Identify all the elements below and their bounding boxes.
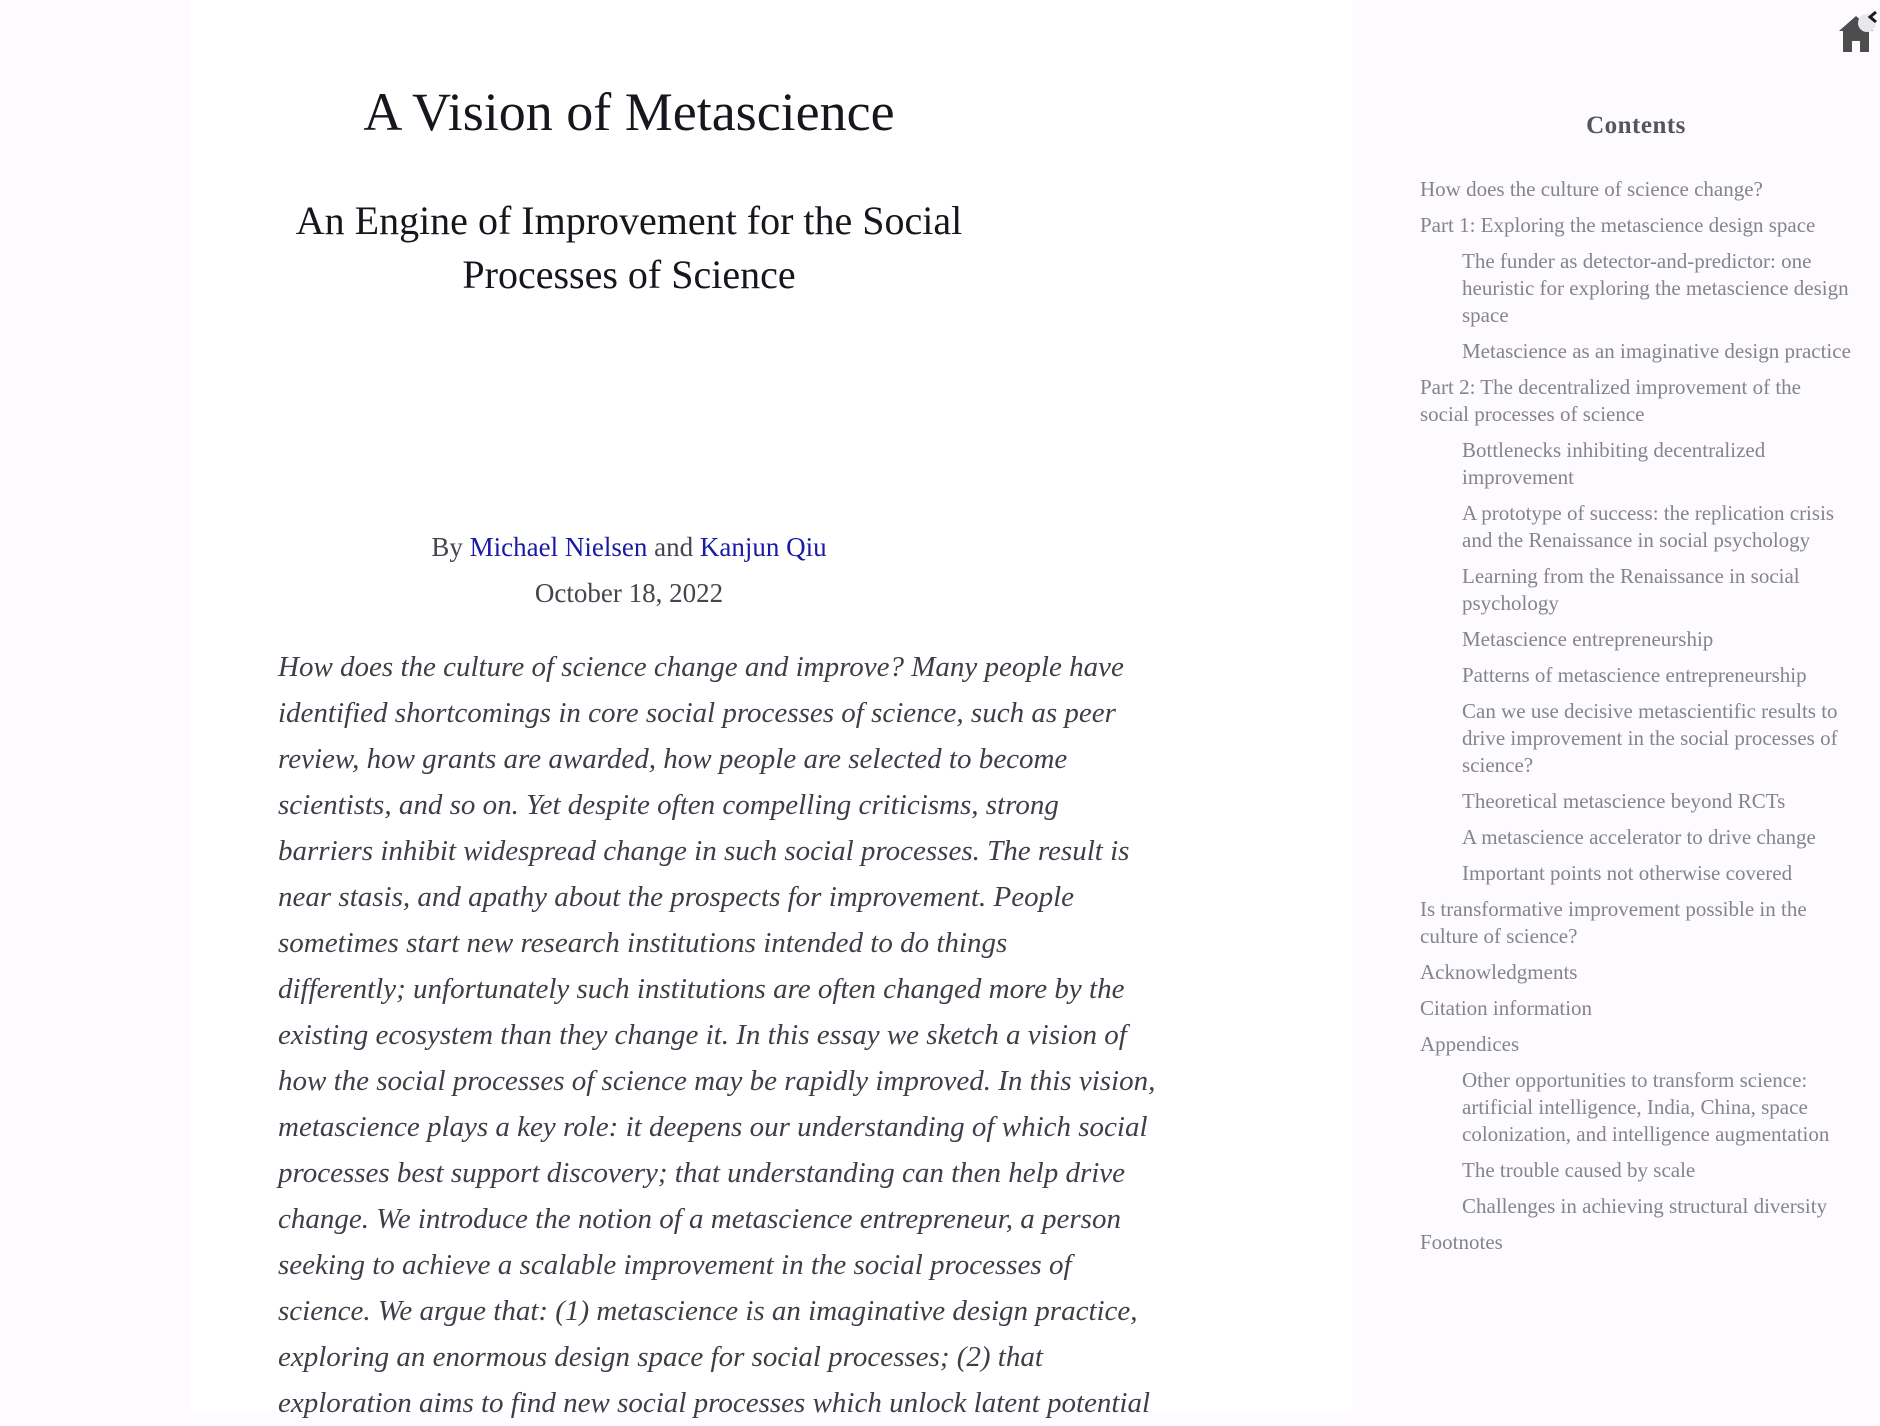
abstract-line: review, how grants are awarded, how people are selected to become [278,743,1068,775]
abstract-line: How does the culture of science change and improve? Many people have [278,651,1124,683]
abstract [248,644,1156,1426]
abstract-line: near stasis, and apathy about the prospects for improvement. People [278,881,1075,913]
toc-item[interactable]: The trouble caused by scale [1462,1158,1696,1182]
article [248,0,1156,1426]
abstract-line: seeking to achieve a scalable improvement in the social processes of [278,1249,1072,1281]
abstract-line: change. We introduce the notion of a metascience entrepreneur, a person [278,1203,1121,1235]
page-title: A Vision of Metascience [363,82,895,142]
toc-item[interactable]: Challenges in achieving structural diversity [1462,1194,1828,1218]
home-icon [1836,4,1878,56]
abstract-line: processes best support discovery; that understanding can then help drive [278,1157,1126,1189]
author-link-kanjun-qiu[interactable]: Kanjun Qiu [699,532,827,562]
toc-item[interactable]: Footnotes [1420,1230,1503,1254]
byline-prefix: By [431,532,463,562]
abstract-line: barriers inhibit widespread change in such social processes. The result is [278,835,1130,867]
subtitle-line: Processes of Science [462,252,796,297]
toc-item[interactable]: Learning from the Renaissance in social psychology [1462,564,1800,615]
toc-item[interactable]: Appendices [1420,1032,1520,1056]
abstract-line: science. We argue that: (1) metascience is an imaginative design practice, [278,1295,1138,1327]
abstract-line: exploration aims to find new social processes which unlock latent potential [278,1387,1151,1419]
toc-item[interactable]: The funder as detector-and-predictor: one heuristic for exploring the metascience design space [1462,249,1849,327]
home-button[interactable] [1836,4,1878,56]
page-subtitle [248,194,1010,302]
toc-item[interactable]: Acknowledgments [1420,960,1578,984]
abstract-line: identified shortcomings in core social processes of science, such as peer [278,697,1116,729]
toc-item[interactable]: Bottlenecks inhibiting decentralized improvement [1462,438,1766,489]
toc-item[interactable]: Patterns of metascience entrepreneurship [1462,663,1807,687]
toc-item[interactable]: Metascience entrepreneurship [1462,627,1714,651]
table-of-contents [1420,112,1852,1265]
toc-item[interactable]: Metascience as an imaginative design practice [1462,339,1851,363]
abstract-line: differently; unfortunately such institutions are often changed more by the [278,973,1125,1005]
subtitle-line: An Engine of Improvement for the Social [295,198,963,243]
byline-conjunction: and [654,532,694,562]
toc-item[interactable]: Part 1: Exploring the metascience design space [1420,213,1816,237]
abstract-line: how the social processes of science may be rapidly improved. In this vision, [278,1065,1156,1097]
toc-item[interactable]: Important points not otherwise covered [1462,861,1793,885]
abstract-line: exploring an enormous design space for social processes; (2) that [278,1341,1043,1373]
byline [248,530,1010,564]
abstract-line: scientists, and so on. Yet despite often compelling criticisms, strong [278,789,1059,821]
abstract-line: metascience plays a key role: it deepens our understanding of which social [278,1111,1148,1143]
abstract-line: existing ecosystem than they change it. In this essay we sketch a vision of [278,1019,1127,1051]
toc-item[interactable]: Theoretical metascience beyond RCTs [1462,789,1786,813]
toc-item[interactable]: Is transformative improvement possible in the culture of science? [1420,897,1807,948]
toc-item[interactable]: Part 2: The decentralized improvement of the social processes of science [1420,375,1801,426]
toc-item[interactable]: Citation information [1420,996,1593,1020]
author-link-michael-nielsen[interactable]: Michael Nielsen [469,532,648,562]
toc-item[interactable]: A metascience accelerator to drive change [1462,825,1816,849]
toc-list [1420,176,1852,1256]
toc-item[interactable]: Can we use decisive metascientific results to drive improvement in the social processes of science? [1462,699,1838,777]
publication-date: October 18, 2022 [534,578,724,608]
toc-heading: Contents [1586,112,1686,139]
toc-item[interactable]: How does the culture of science change? [1420,177,1763,201]
toc-item[interactable]: A prototype of success: the replication crisis and the Renaissance in social psychology [1462,501,1835,552]
notch-shape [1858,14,1876,32]
abstract-line: sometimes start new research institutions intended to do things [278,927,1008,959]
toc-item[interactable]: Other opportunities to transform science: artificial intelligence, India, China, space colonization, and intelligence augmentation [1462,1068,1830,1146]
